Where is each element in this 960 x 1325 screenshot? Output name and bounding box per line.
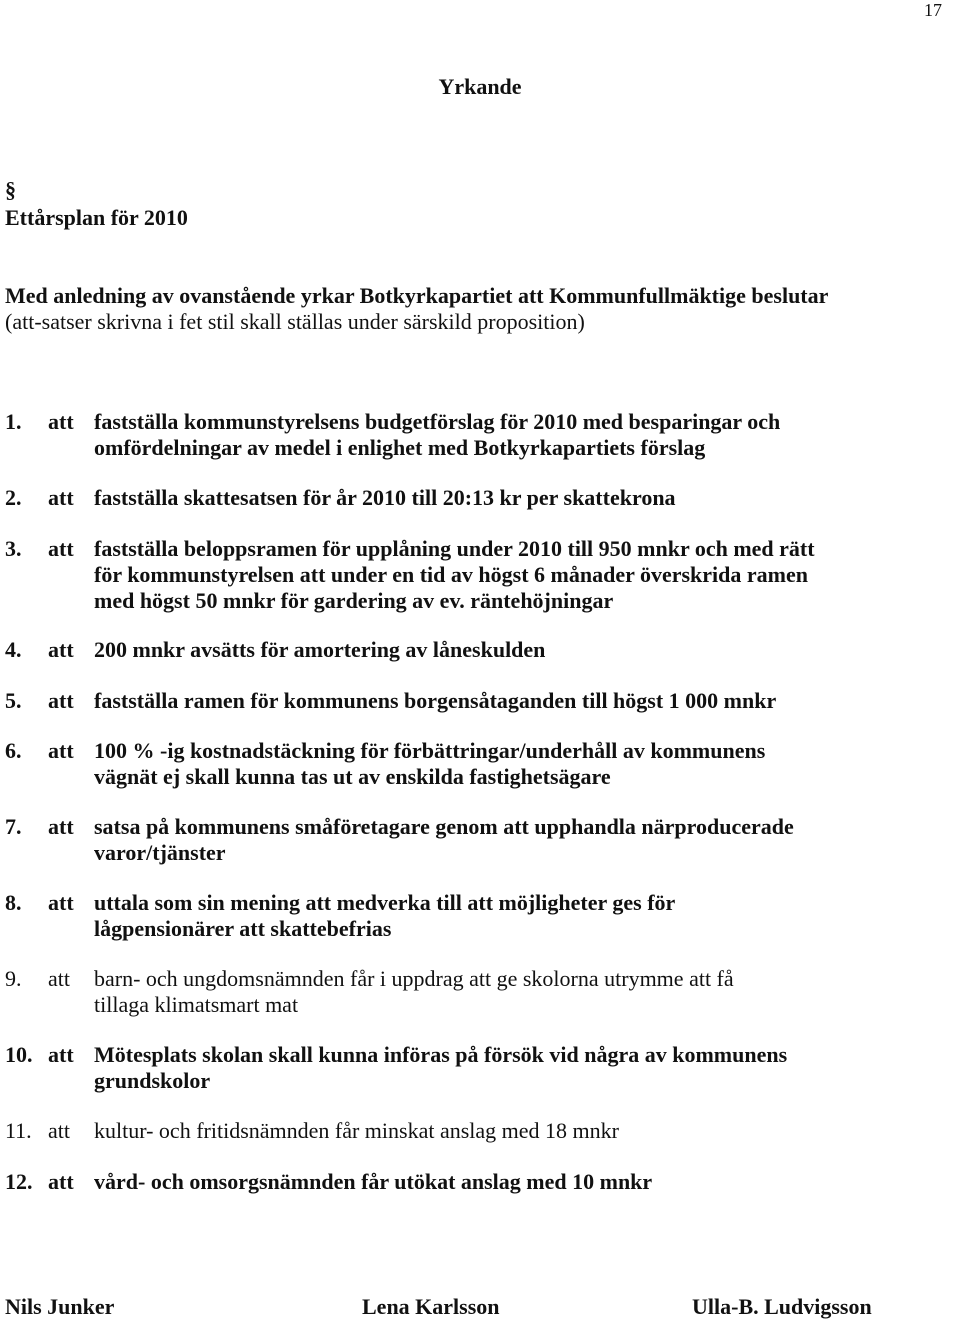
- item-text: fastställa skattesatsen för år 2010 till 20:13 kr per skattekrona: [94, 485, 676, 510]
- signature-name: Ulla-B. Ludvigsson: [692, 1294, 872, 1319]
- item-text: 200 mnkr avsätts för amortering av låneskulden: [94, 637, 546, 662]
- item-number: 9.: [5, 966, 22, 991]
- item-text: fastställa ramen för kommunens borgensåtaganden till högst 1 000 mnkr: [94, 688, 777, 713]
- section-symbol: §: [5, 177, 16, 202]
- item-text: barn- och ungdomsnämnden får i uppdrag att ge skolorna utrymme att få tillaga klimatsmart mat: [94, 966, 734, 1017]
- item-att: att: [48, 409, 74, 434]
- item-number: 2.: [5, 485, 22, 510]
- signature-line: [0, 1294, 960, 1324]
- item-number: 12.: [5, 1169, 33, 1194]
- item-number: 1.: [5, 409, 22, 434]
- item-att: att: [48, 1042, 74, 1067]
- item-number: 10.: [5, 1042, 33, 1067]
- item-text: 100 % -ig kostnadstäckning för förbättringar/underhåll av kommunens vägnät ej skall kunna tas ut av enskilda fastighetsägare: [94, 738, 766, 789]
- item-att: att: [48, 966, 70, 991]
- item-text: uttala som sin mening att medverka till att möjligheter ges för lågpensionärer att skattebefrias: [94, 890, 676, 941]
- item-number: 4.: [5, 637, 22, 662]
- item-att: att: [48, 890, 74, 915]
- item-att: att: [48, 814, 74, 839]
- item-text: fastställa kommunstyrelsens budgetförslag för 2010 med besparingar och omfördelningar av medel i enlighet med Botkyrkapartiets förslag: [94, 409, 781, 460]
- item-att: att: [48, 536, 74, 561]
- item-text: kultur- och fritidsnämnden får minskat anslag med 18 mnkr: [94, 1118, 619, 1143]
- item-att: att: [48, 738, 74, 763]
- intro-paragraph: Med anledning av ovanstående yrkar Botkyrkapartiet att Kommunfullmäktige beslutar: [5, 283, 829, 308]
- item-att: att: [48, 637, 74, 662]
- intro-note: (att-satser skrivna i fet stil skall ställas under särskild proposition): [5, 309, 585, 334]
- item-number: 6.: [5, 738, 22, 763]
- item-number: 7.: [5, 814, 22, 839]
- item-att: att: [48, 688, 74, 713]
- signature-name: Nils Junker: [5, 1294, 115, 1319]
- item-number: 5.: [5, 688, 22, 713]
- item-number: 8.: [5, 890, 22, 915]
- item-text: satsa på kommunens småföretagare genom att upphandla närproducerade varor/tjänster: [94, 814, 794, 865]
- item-number: 11.: [5, 1118, 32, 1143]
- item-number: 3.: [5, 536, 22, 561]
- signature-name: Lena Karlsson: [362, 1294, 500, 1319]
- item-text: fastställa beloppsramen för upplåning under 2010 till 950 mnkr och med rätt för kommunstyrelsen att under en tid av högst 6 månader överskrida ramen med högst 50 mnkr för gardering av ev. räntehöjningar: [94, 536, 815, 613]
- item-att: att: [48, 1118, 70, 1143]
- section-heading: Ettårsplan för 2010: [5, 205, 188, 230]
- page-title: Yrkande: [438, 74, 522, 99]
- item-text: Mötesplats skolan skall kunna införas på försök vid några av kommunens grundskolor: [94, 1042, 788, 1093]
- item-att: att: [48, 1169, 74, 1194]
- item-att: att: [48, 485, 74, 510]
- item-text: vård- och omsorgsnämnden får utökat anslag med 10 mnkr: [94, 1169, 653, 1194]
- page-number: 17: [924, 0, 942, 20]
